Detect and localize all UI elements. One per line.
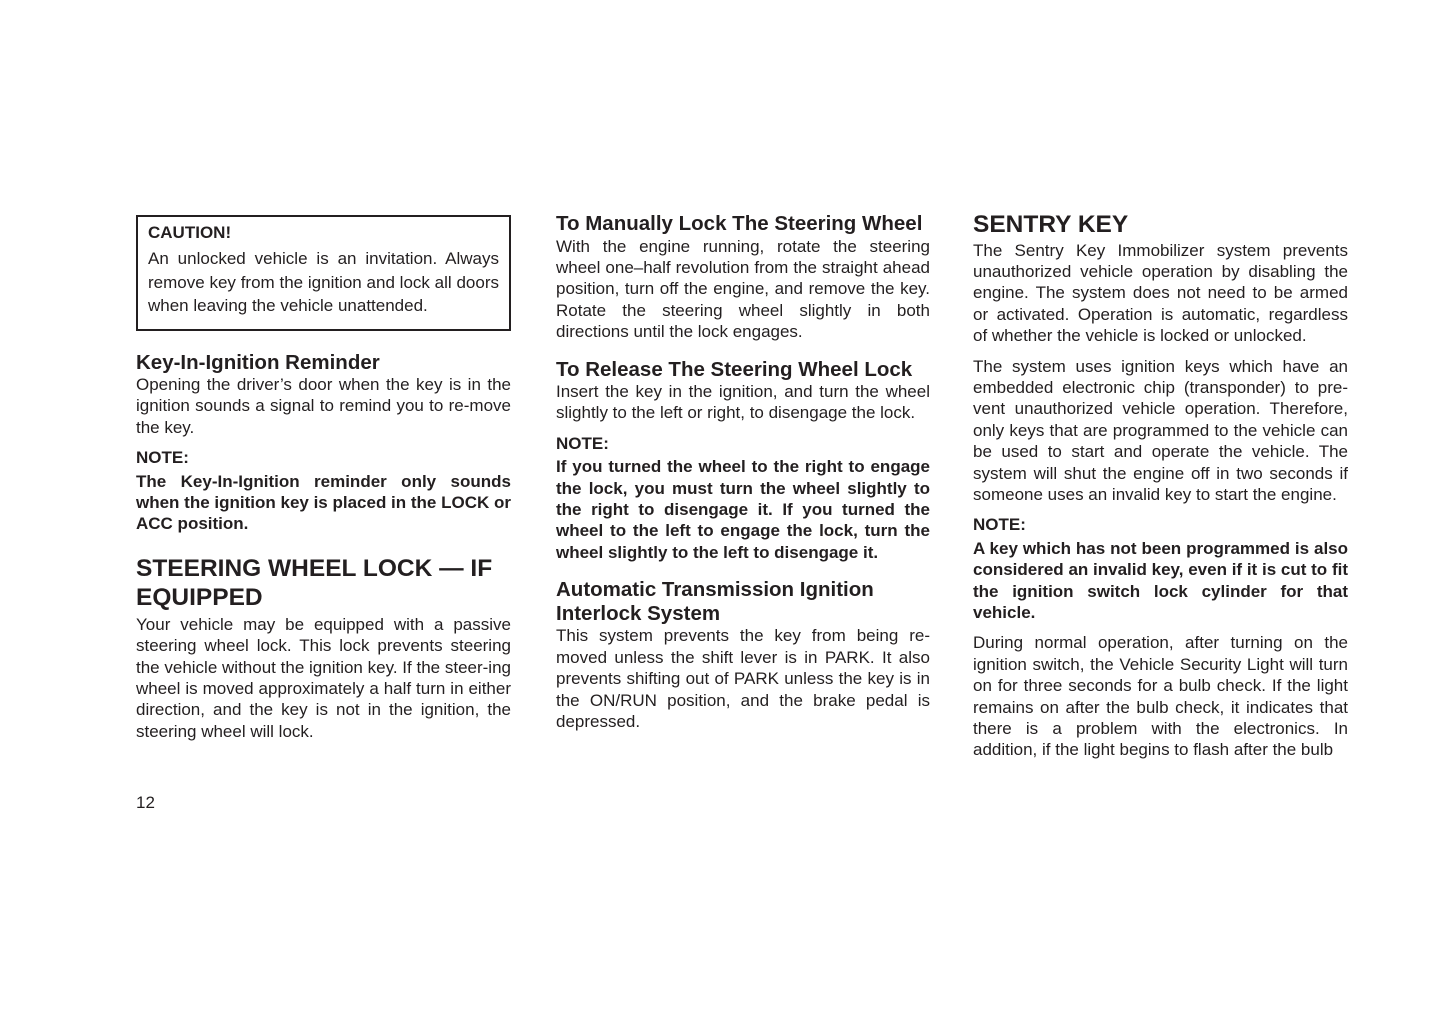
sentry-key-note-text: A key which has not been programmed is also considered an invalid key, even if it is cut to fit the ignition switch lock cylinder for that vehicle. bbox=[973, 538, 1348, 622]
release-lock-heading: To Release The Steering Wheel Lock bbox=[556, 357, 913, 381]
manual-lock-body: With the engine running, rotate the steering wheel one–half revolution from the straight ahead position, turn off the engine, and remove the key. Rotate the steering wheel slightly in both directions until the lock engages. bbox=[556, 236, 930, 342]
sentry-key-note-label: NOTE: bbox=[973, 515, 1026, 535]
release-lock-note-text: If you turned the wheel to the right to engage the lock, you must turn the wheel slightly to the right to disengage it. If you turned the wheel to the left to engage the lock, turn the wheel slightly to the left to disengage it. bbox=[556, 457, 930, 562]
page-number: 12 bbox=[136, 793, 155, 812]
sentry-key-body-1: The Sentry Key Immobilizer system prevents unauthorized vehicle operation by disabling the engine. The system does not need to be armed or activated. Operation is automatic, regardless of whether the vehicle is locked or unlocked. bbox=[973, 240, 1348, 346]
key-reminder-note-label: NOTE: bbox=[136, 448, 189, 468]
sentry-key-body-2: The system uses ignition keys which have an embedded electronic chip (transponder) to pre-vent unauthorized vehicle operation. Therefore, only keys that are programmed to the vehicle can be used to start and operate the vehicle. The system will shut the engine off in two seconds if someone uses an invalid key to start the engine. bbox=[973, 356, 1348, 504]
key-reminder-heading: Key-In-Ignition Reminder bbox=[136, 350, 380, 374]
manual-lock-heading: To Manually Lock The Steering Wheel bbox=[556, 212, 923, 235]
interlock-heading: Automatic Transmission Ignition Interlock System bbox=[556, 578, 874, 625]
steering-lock-body: Your vehicle may be equipped with a passive steering wheel lock. This lock prevents steering the vehicle without the ignition key. If the steer-ing wheel is moved approximately a half turn in either direction, and the key is not in the ignition, the steering wheel will lock. bbox=[136, 614, 511, 741]
caution-title: CAUTION! bbox=[148, 223, 232, 242]
caution-text: An unlocked vehicle is an invitation. Always remove key from the ignition and lock all doors when leaving the vehicle unattended. bbox=[148, 249, 499, 315]
interlock-body: This system prevents the key from being re-moved unless the shift lever is in PARK. It also prevents shifting out of PARK unless the key is in the ON/RUN position, and the brake pedal is depressed. bbox=[556, 626, 930, 731]
caution-box bbox=[136, 215, 511, 331]
column-right bbox=[973, 210, 1348, 761]
steering-lock-heading: STEERING WHEEL LOCK — IF EQUIPPED bbox=[136, 554, 493, 612]
column-middle bbox=[556, 210, 930, 732]
key-reminder-body: Opening the driver’s door when the key is in the ignition sounds a signal to remind you to re-move the key. bbox=[136, 375, 511, 437]
column-left bbox=[136, 210, 511, 742]
release-lock-body: Insert the key in the ignition, and turn the wheel slightly to the left or right, to disengage the lock. bbox=[556, 382, 930, 423]
sentry-key-body-3: During normal operation, after turning on the ignition switch, the Vehicle Security Light will turn on for three seconds for a bulb check. If the light remains on after the bulb check, it indicates that there is a problem with the electronics. In addition, if the light begins to flash after the bulb bbox=[973, 633, 1348, 760]
key-reminder-note-text: The Key-In-Ignition reminder only sounds when the ignition key is placed in the LOCK or ACC position. bbox=[136, 471, 511, 534]
release-lock-note-label: NOTE: bbox=[556, 433, 609, 453]
sentry-key-heading: SENTRY KEY bbox=[973, 211, 1129, 238]
